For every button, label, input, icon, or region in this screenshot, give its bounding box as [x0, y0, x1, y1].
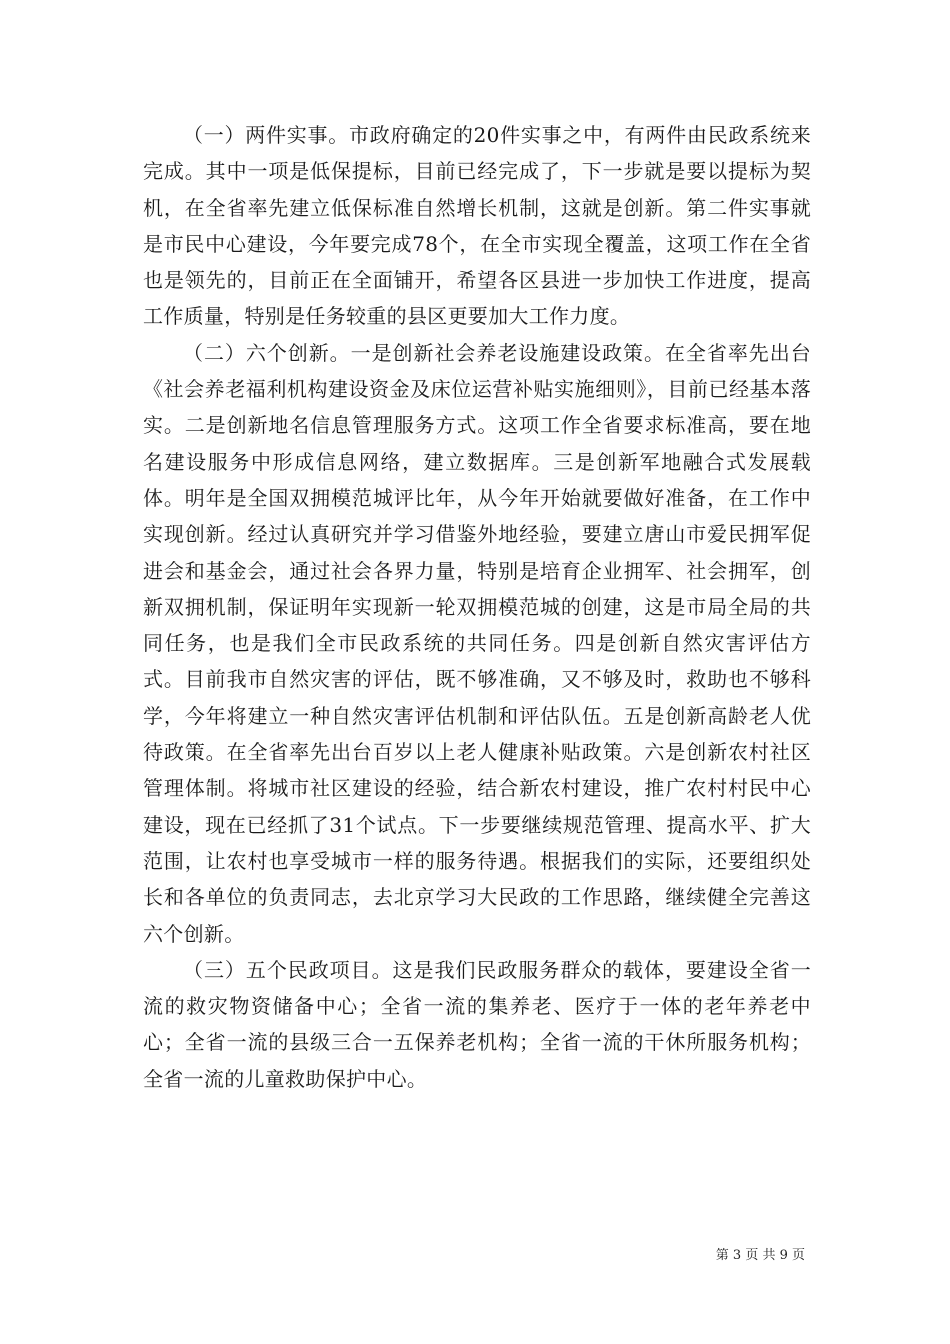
page-number-footer: 第 3 页 共 9 页 — [715, 1248, 805, 1263]
paragraph-five-projects: （三）五个民政项目。这是我们民政服务群众的载体，要建设全省一流的救灾物资储备中心；全省一流的集养老、医疗于一体的老年养老中心；全省一流的县级三合一五保养老机构；全省一流的干休所服务机构；全省一流的儿童救助保护中心。 — [143, 957, 811, 1091]
paragraph-six-innovations: （二）六个创新。一是创新社会养老设施建设政策。在全省率先出台《社会养老福利机构建设资金及床位运营补贴实施细则》，目前已经基本落实。二是创新地名信息管理服务方式。这项工作全省要求标准高，要在地名建设服务中形成信息网络，建立数据库。三是创新军地融合式发展载体。明年是全国双拥模范城评比年，从今年开始就要做好准备，在工作中实现创新。经过认真研究并学习借鉴外地经验，要建立唐山市爱民拥军促进会和基金会，通过社会各界力量，特别是培育企业拥军、社会拥军，创新双拥机制，保证明年实现新一轮双拥模范城的创建，这是市局全局的共同任务，也是我们全市民政系统的共同任务。四是创新自然灾害评估方式。目前我市自然灾害的评估，既不够准确，又不够及时，救助也不够科学，今年将建立一种自然灾害评估机制和评估队伍。五是创新高龄老人优待政策。在全省率先出台百岁以上老人健康补贴政策。六是创新农村社区管理体制。将城市社区建设的经验，结合新农村建设，推广农村村民中心建设，现在已经抓了31个试点。下一步要继续规范管理、提高水平、扩大范围，让农村也享受城市一样的服务待遇。根据我们的实际，还要组织处长和各单位的负责同志，去北京学习大民政的工作思路，继续健全完善这六个创新。 — [143, 340, 811, 946]
document-body — [143, 117, 811, 1097]
paragraph-two-practical-matters: （一）两件实事。市政府确定的20件实事之中，有两件由民政系统来完成。其中一项是低保提标，目前已经完成了，下一步就是要以提标为契机，在全省率先建立低保标准自然增长机制，这就是创新。第二件实事就是市民中心建设，今年要完成78个，在全市实现全覆盖，这项工作在全省也是领先的，目前正在全面铺开，希望各区县进一步加快工作进度，提高工作质量，特别是任务较重的县区更要加大工作力度。 — [143, 123, 811, 329]
